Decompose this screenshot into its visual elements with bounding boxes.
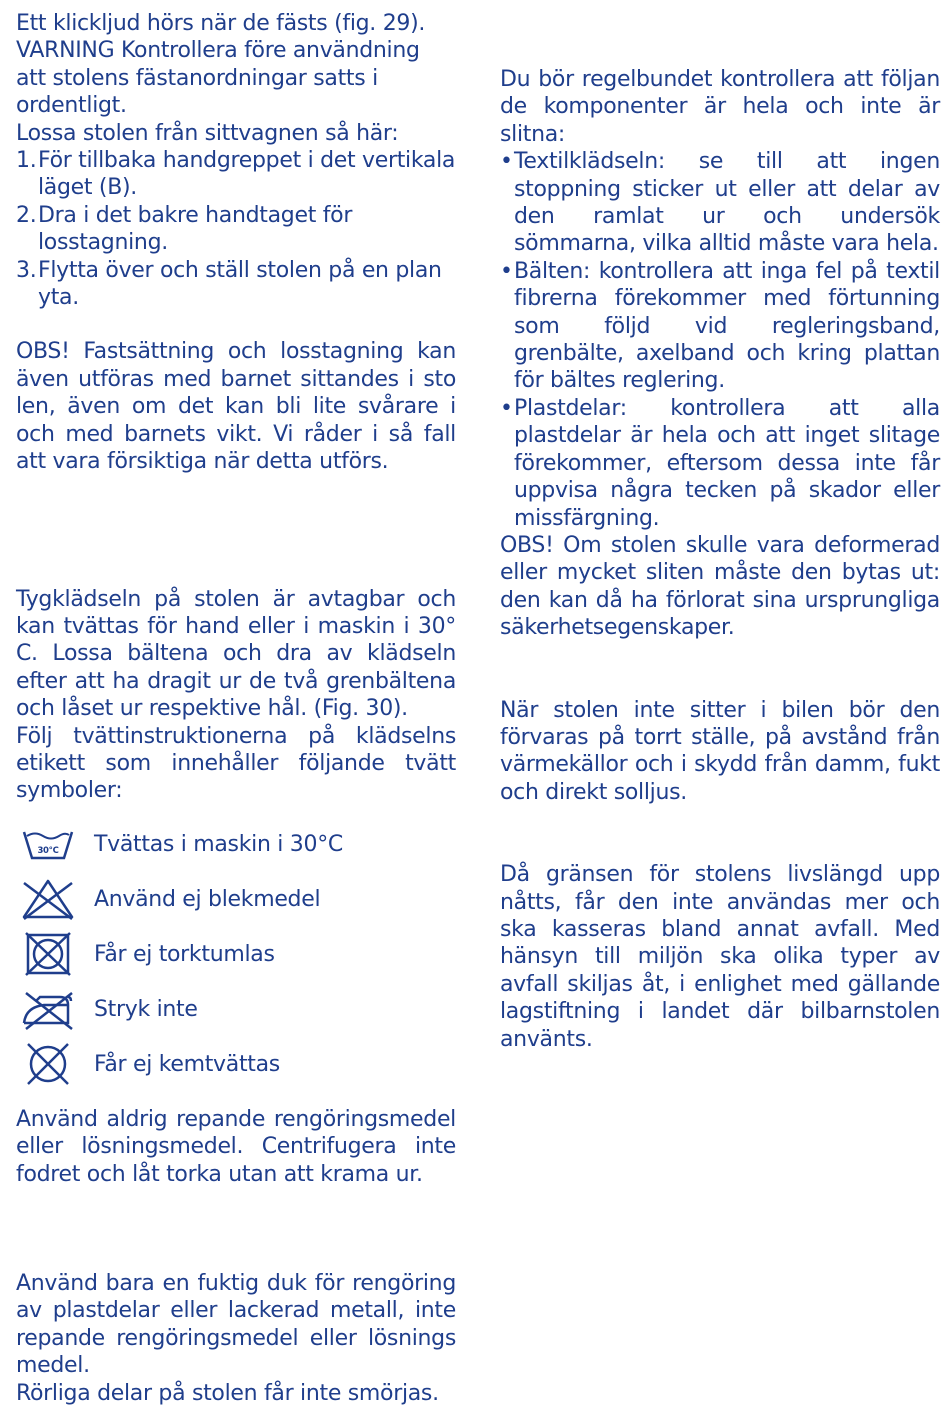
bullet-text: Bälten: kontrollera att inga fel på textil fibrerna förekommer med förtunning som följd vid regleringsband, grenbälte, axelband och kring plattan för bältes reglering. — [514, 258, 940, 394]
intro-warning: VARNING Kontrollera före användning att stolens fästanordningar satts i ordentligt. — [16, 38, 420, 119]
right-column — [500, 66, 940, 1053]
care-symbol-row — [16, 817, 456, 872]
cleaning-paragraph: Använd bara en fuktig duk för rengöring av plastdelar eller lackerad metall, inte repande rengöringsmedel eller lösnings medel. — [16, 1270, 456, 1379]
step-1 — [16, 147, 456, 202]
wash-temp-text: 30°C — [37, 846, 59, 857]
wash-30-icon — [18, 822, 80, 866]
left-column — [16, 10, 456, 1407]
check-bullet-belts — [500, 258, 940, 395]
symbol-label: Tvättas i maskin i 30°C — [94, 831, 343, 857]
wash-instructions: Följ tvättinstruktionerna på klädselns etikett som innehåller följande tvätt symboler: — [16, 723, 456, 804]
care-symbol-row — [16, 982, 456, 1037]
step-text: Flytta över och ställ stolen på en plan yta. — [38, 257, 442, 311]
step-text: För tillbaka handgreppet i det vertikala läget (B). — [38, 148, 456, 201]
bullet-text: Plastdelar: kontrollera att alla plastdelar är hela och att inget slitage förekommer, eftersom dessa inte får uppvisa några tecken på skador eller missfärgning. — [514, 395, 940, 531]
intro-line-1: Ett klickljud hörs när de fästs (fig. 29). — [16, 11, 426, 36]
no-bleach-icon — [18, 877, 80, 921]
intro-line-3: Lossa stolen från sittvagnen så här: — [16, 120, 399, 146]
no-dry-clean-icon — [18, 1042, 80, 1086]
bullet-dot: • — [500, 395, 513, 421]
lubrication-note: Rörliga delar på stolen får inte smörjas. — [16, 1380, 439, 1406]
check-bullet-textile — [500, 148, 940, 258]
bullet-dot: • — [500, 258, 513, 284]
symbol-label: Får ej torktumlas — [94, 941, 275, 967]
step-number: 2. — [16, 202, 37, 228]
disposal-paragraph: Då gränsen för stolens livslängd upp nåtts, får den inte användas mer och ska kasseras bland annat avfall. Med hänsyn till miljön ska olika typer av avfall skiljas åt, i enlighet med gällande lagstiftning i landet där bilbarnstolen använts. — [500, 862, 940, 1052]
step-text: Dra i det bakre handtaget för losstagning. — [38, 202, 353, 256]
step-3 — [16, 257, 456, 312]
care-symbol-row — [16, 1037, 456, 1092]
care-symbols — [16, 817, 456, 1092]
symbol-label: Använd ej blekmedel — [94, 886, 321, 912]
step-number: 3. — [16, 257, 37, 283]
symbol-label: Stryk inte — [94, 996, 198, 1022]
fabric-paragraph: Tygklädseln på stolen är avtagbar och kan tvättas för hand eller i maskin i 30° C. Lossa bältena och dra av klädseln efter att ha dragit ur de två grenbältena och låset ur respektive hål. (Fig. 30). — [16, 586, 456, 722]
obs-paragraph: OBS! Fastsättning och losstagning kan även utföras med barnet sittandes i sto len, även om det kan bli lite svårare i och med barnets vikt. Vi råder i så fall att vara försiktiga när detta utförs. — [16, 339, 456, 475]
care-symbol-row — [16, 927, 456, 982]
step-number: 1. — [16, 148, 37, 174]
check-intro: Du bör regelbundet kontrollera att följan de komponenter är hela och inte är slitna: — [500, 67, 940, 147]
storage-paragraph: När stolen inte sitter i bilen bör den förvaras på torrt ställe, på avstånd från värmekällor och i skydd från damm, fukt och direkt solljus. — [500, 697, 940, 805]
check-bullet-plastic — [500, 395, 940, 532]
no-iron-icon — [18, 987, 80, 1031]
symbol-label: Får ej kemtvättas — [94, 1051, 280, 1077]
care-symbol-row — [16, 872, 456, 927]
detergent-paragraph: Använd aldrig repande rengöringsmedel eller lösningsmedel. Centrifugera inte fodret och låt torka utan att krama ur. — [16, 1106, 456, 1187]
no-tumble-dry-icon — [18, 932, 80, 976]
step-2 — [16, 202, 456, 257]
bullet-text: Textilklädseln: se till att ingen stoppning sticker ut eller att delar av den ramlat ur och undersök sömmarna, vilka alltid måste vara hela. — [514, 149, 940, 257]
bullet-dot: • — [500, 149, 513, 175]
obs-deformed: OBS! Om stolen skulle vara deformerad eller mycket sliten måste den bytas ut: den kan då ha förlorat sina ursprungliga säkerhetsegenskaper. — [500, 532, 940, 641]
